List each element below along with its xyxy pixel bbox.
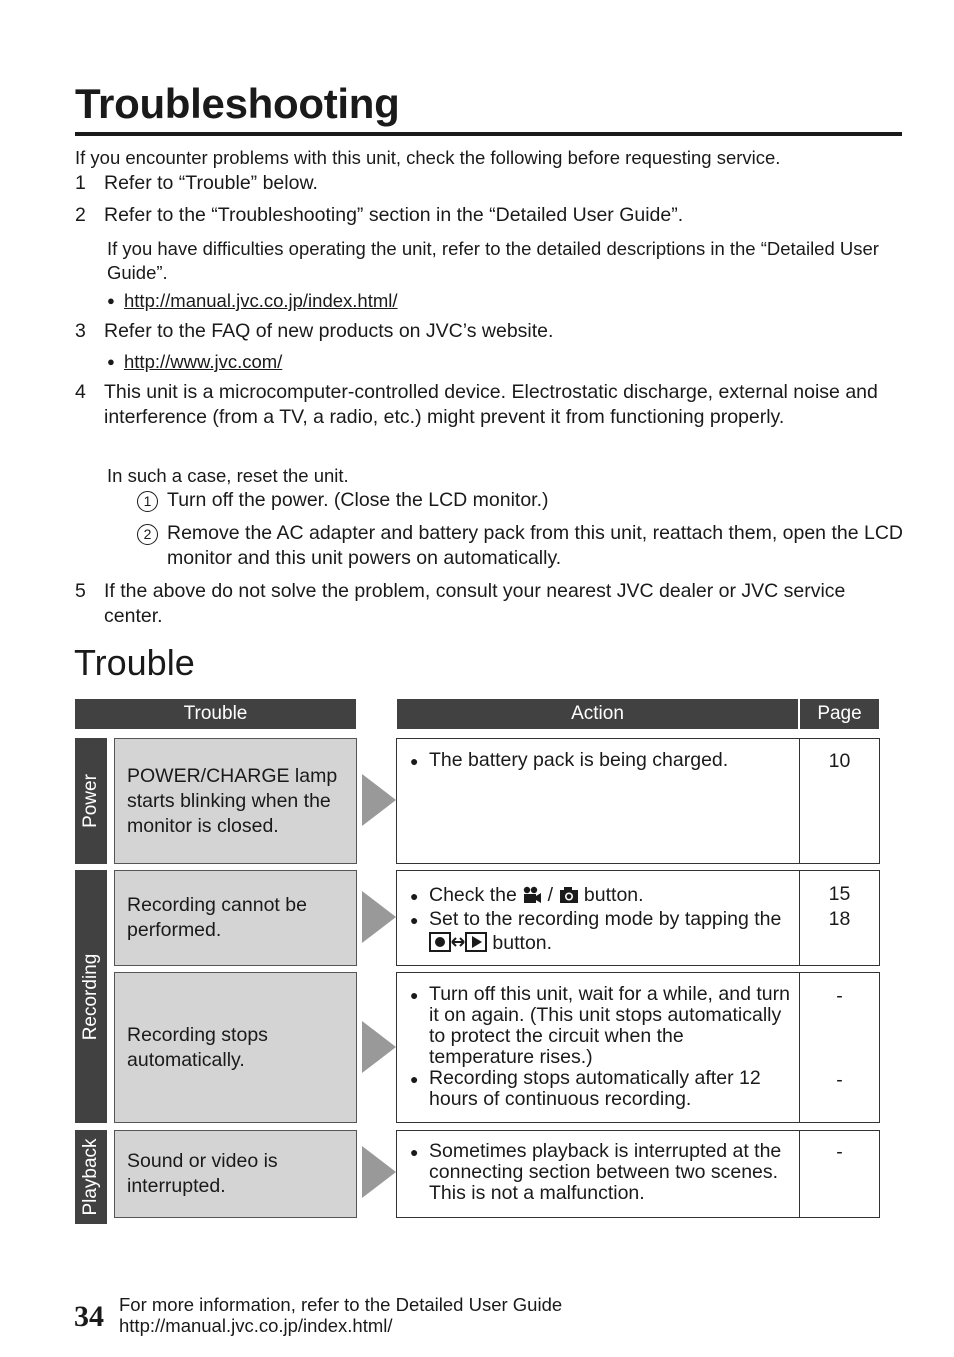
arrow-icon	[362, 774, 396, 826]
action-text: Set to the recording mode by tapping the	[429, 908, 782, 930]
page-cell	[799, 738, 880, 864]
step-number: 1	[75, 172, 86, 194]
trouble-text: Sound or video is interrupted.	[127, 1150, 278, 1197]
section-title: Trouble	[74, 642, 195, 683]
step-4-note: In such a case, reset the unit.	[107, 465, 349, 486]
reset-step-text: Turn off the power. (Close the LCD monitor.)	[167, 489, 549, 511]
bullet-icon: ●	[107, 354, 115, 369]
category-label: Recording	[80, 953, 101, 1040]
step-number: 5	[75, 580, 86, 602]
page-ref: 15	[828, 883, 851, 905]
arrow-icon	[362, 1146, 396, 1198]
step-number: 3	[75, 320, 86, 342]
category-recording	[75, 870, 107, 1123]
page-cell	[799, 1130, 880, 1218]
step-2-note: If you have difficulties operating the unit, refer to the detailed descriptions in the “Detailed User Guide”.	[107, 238, 879, 283]
record-play-toggle-icon	[429, 932, 487, 952]
category-playback	[75, 1130, 107, 1224]
manual-link[interactable]: http://manual.jvc.co.jp/index.html/	[124, 290, 398, 311]
page-title: Troubleshooting	[75, 80, 400, 127]
step-text: This unit is a microcomputer-controlled device. Electrostatic discharge, external noise and interference (from a TV, a radio, etc.) might prevent it from functioning properly.	[104, 381, 878, 428]
step-text: Refer to “Trouble” below.	[104, 172, 318, 194]
trouble-cell	[114, 870, 357, 966]
trouble-cell	[114, 738, 357, 864]
action-cell	[396, 1130, 800, 1218]
trouble-text: POWER/CHARGE lamp starts blinking when the monitor is closed.	[127, 764, 338, 837]
footer-line-2: http://manual.jvc.co.jp/index.html/	[119, 1315, 393, 1336]
step-text: Refer to the “Troubleshooting” section in the “Detailed User Guide”.	[104, 204, 684, 226]
circled-number: 1	[137, 491, 158, 512]
reset-step-text: Remove the AC adapter and battery pack from this unit, reattach them, open the LCD monitor and this unit powers on automatically.	[167, 522, 903, 569]
trouble-cell	[114, 972, 357, 1123]
page-number: 34	[74, 1300, 104, 1333]
action-item: ● Sometimes playback is interrupted at the connecting section between two scenes. This is not a malfunction.	[429, 1141, 791, 1204]
step-text: Refer to the FAQ of new products on JVC’s website.	[104, 320, 554, 342]
trouble-text: Recording stops automatically.	[127, 1023, 268, 1071]
bullet-icon: ●	[107, 293, 115, 308]
action-cell	[396, 738, 800, 864]
step-number: 4	[75, 381, 86, 403]
header-page: Page	[800, 699, 879, 729]
intro-text: If you encounter problems with this unit, check the following before requesting service.	[75, 147, 781, 168]
title-rule	[75, 132, 902, 136]
circled-number: 2	[137, 524, 158, 545]
action-item: ● Turn off this unit, wait for a while, and turn it on again. (This unit stops automatically to protect the circuit when the temperature rises.)	[429, 984, 791, 1068]
action-text: button.	[492, 932, 553, 954]
page-ref: 18	[828, 908, 851, 930]
separator: /	[547, 884, 554, 906]
action-text: Check the	[429, 884, 517, 906]
action-cell	[396, 972, 800, 1123]
footer-line-1: For more information, refer to the Detailed User Guide	[119, 1294, 563, 1315]
action-item: ● The battery pack is being charged.	[429, 750, 791, 771]
arrow-icon	[362, 891, 396, 943]
jvc-website-link[interactable]: http://www.jvc.com/	[124, 351, 283, 372]
page-ref: -	[836, 985, 843, 1007]
action-text: button.	[583, 884, 644, 906]
still-camera-icon	[559, 886, 579, 904]
arrow-icon	[362, 1021, 396, 1073]
action-cell	[396, 870, 800, 966]
movie-camera-icon	[522, 886, 542, 904]
action-item	[429, 907, 791, 955]
category-label: Playback	[80, 1138, 101, 1216]
category-label: Power	[80, 774, 101, 828]
page-cell	[799, 870, 880, 966]
page-ref: 10	[828, 750, 851, 772]
page-cell	[799, 972, 880, 1123]
step-text: If the above do not solve the problem, consult your nearest JVC dealer or JVC service center.	[104, 580, 846, 627]
action-item: ● Recording stops automatically after 12 hours of continuous recording.	[429, 1068, 791, 1110]
header-action: Action	[397, 699, 798, 729]
step-3-link-item	[107, 350, 282, 374]
header-trouble: Trouble	[75, 699, 356, 729]
step-2-link-item	[107, 289, 398, 313]
page-ref: -	[836, 1069, 843, 1091]
step-number: 2	[75, 204, 86, 226]
trouble-cell	[114, 1130, 357, 1218]
action-item	[429, 883, 791, 907]
page-ref: -	[836, 1141, 843, 1163]
trouble-text: Recording cannot be performed.	[127, 894, 307, 941]
category-power	[75, 738, 107, 864]
